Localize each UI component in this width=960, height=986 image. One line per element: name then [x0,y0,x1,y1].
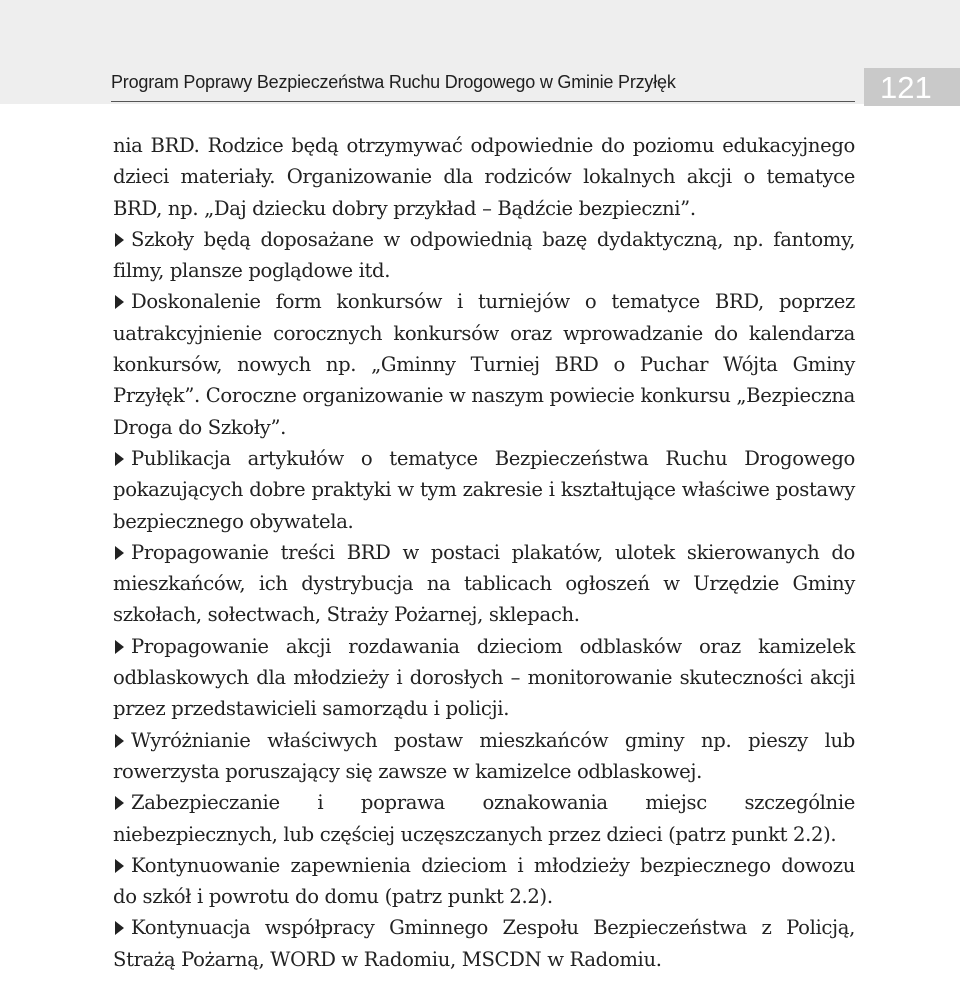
list-item [113,850,855,913]
triangle-bullet-icon [115,921,124,935]
list-item-text: Doskonalenie form konkursów i turniejów o tematyce BRD, poprzez uatrakcyjnienie corocznych konkursów oraz wprowadzanie do kalendarza konkursów, nowych np. „Gminny Turniej BRD o Puchar Wójta Gminy Przyłęk”. Coroczne organizowanie w naszym powiecie konkursu „Bezpieczna Droga do Szkoły”. [113,290,855,439]
header-rule [111,101,855,102]
list-item-text: Kontynuowanie zapewnienia dzieciom i młodzieży bezpiecznego dowozu do szkół i powrotu do domu (patrz punkt 2.2). [113,853,855,909]
list-item-text: Publikacja artykułów o tematyce Bezpieczeństwa Ruchu Drogowego pokazujących dobre praktyki w tym zakresie i kształtujące właściwe postawy bezpiecznego obywatela. [113,446,855,533]
triangle-bullet-icon [115,295,124,309]
list-item-text: Propagowanie akcji rozdawania dzieciom odblasków oraz kamizelek odblaskowych dla młodzieży i dorosłych – monitorowanie skuteczności akcji przez przedstawicieli samorządu i policji. [113,634,855,721]
list-item-text: Szkoły będą doposażane w odpowiednią bazę dydaktyczną, np. fantomy, filmy, plansze poglądowe itd. [113,227,855,283]
list-item-text: Zabezpieczanie i poprawa oznakowania miejsc szczególnie niebezpiecznych, lub częściej uczęszczanych przez dzieci (patrz punkt 2.2). [113,791,855,846]
triangle-bullet-icon [115,233,124,247]
list-item-text: Kontynuacja współpracy Gminnego Zespołu Bezpieczeństwa z Policją, Strażą Pożarną, WORD w Radomiu, MSCDN w Radomiu. [113,916,855,971]
list-item [113,286,855,442]
list-item [113,443,855,537]
running-title: Program Poprawy Bezpieczeństwa Ruchu Drogowego w Gminie Przyłęk [111,72,676,92]
list-item [113,912,855,975]
list-item [113,725,855,788]
triangle-bullet-icon [115,796,124,810]
list-item [113,631,855,725]
triangle-bullet-icon [115,859,124,873]
triangle-bullet-icon [115,546,124,560]
list-item [113,787,855,850]
triangle-bullet-icon [115,734,124,748]
list-item-text: Propagowanie treści BRD w postaci plakatów, ulotek skierowanych do mieszkańców, ich dystrybucja na tablicach ogłoszeń w Urzędzie Gminy szkołach, sołectwach, Straży Pożarnej, sklepach. [113,540,855,627]
list-item [113,537,855,631]
body-text [113,130,855,975]
list-item [113,224,855,287]
intro-paragraph: nia BRD. Rodzice będą otrzymywać odpowiednie do poziomu edukacyjnego dzieci materiały. Organizowanie dla rodziców lokalnych akcji o tematyce BRD, np. „Daj dziecku dobry przykład – Bądźcie bezpieczni”. [113,134,855,220]
triangle-bullet-icon [115,640,124,654]
page-number: 121 [864,68,960,106]
triangle-bullet-icon [115,452,124,466]
list-item-text: Wyróżnianie właściwych postaw mieszkańców gminy np. pieszy lub rowerzysta poruszający się zawsze w kamizelce odblaskowej. [113,728,855,783]
